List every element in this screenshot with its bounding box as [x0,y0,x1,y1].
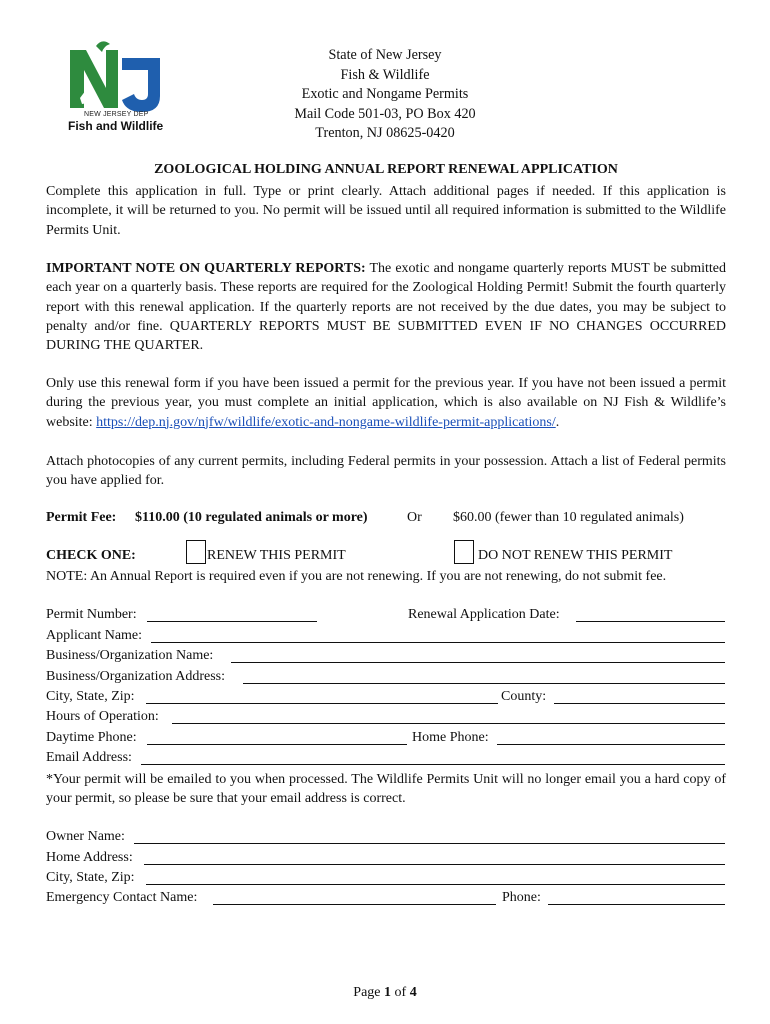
renewal-only-text: Only use this renewal form if you have been issued a permit for the previous year. If you have not been issued a permit during the previous year, you must complete an initial application, which is also available on NJ Fish & Wildlife’s website: [46,376,726,430]
quarterly-note [46,259,726,355]
county-field[interactable] [554,689,725,704]
renewal-date-field[interactable] [576,607,725,622]
permit-applications-link[interactable]: https://dep.nj.gov/njfw/wildlife/exotic-and-nongame-wildlife-permit-applications/ [96,414,556,430]
header-line: Exotic and Nongame Permits [301,86,469,103]
home-address-label: Home Address: [46,850,133,865]
nj-fish-wildlife-logo [66,38,166,134]
form-title: ZOOLOGICAL HOLDING ANNUAL REPORT RENEWAL APPLICATION [154,162,618,177]
hours-label: Hours of Operation: [46,709,159,724]
renewal-only-period: . [555,414,560,430]
logo-line2: Fish and Wildlife [68,119,164,133]
annual-report-note: NOTE: An Annual Report is required even if you are not renewing. If you are not renewing, do not submit fee. [46,569,667,584]
header-line: State of New Jersey [328,47,442,63]
hours-field[interactable] [172,709,725,724]
home-phone-label: Home Phone: [412,730,489,745]
emergency-phone-field[interactable] [548,890,725,905]
renewal-only-paragraph [46,374,726,432]
permit-fee-label: Permit Fee: [46,510,117,525]
county-label: County: [501,689,547,704]
attach-paragraph: Attach photocopies of any current permits, including Federal permits in your possession. Attach a list of Federal permits you have applied for. [46,454,726,489]
total-pages: 4 [409,985,417,1000]
city-state-zip-label: City, State, Zip: [46,689,135,704]
renew-checkbox[interactable] [186,540,206,564]
email-label: Email Address: [46,750,132,765]
current-page: 1 [384,985,392,1000]
page-of: of [391,985,410,1000]
emergency-phone-label: Phone: [502,890,541,905]
business-name-field[interactable] [231,648,725,663]
city-state-zip-field[interactable] [146,689,498,704]
owner-city-state-zip-label: City, State, Zip: [46,870,135,885]
applicant-name-label: Applicant Name: [46,628,143,643]
do-not-renew-label: DO NOT RENEW THIS PERMIT [478,548,673,563]
fee-option-60: $60.00 (fewer than 10 regulated animals) [453,510,684,525]
home-phone-field[interactable] [497,730,725,745]
owner-name-label: Owner Name: [46,829,125,844]
agency-header [250,46,520,144]
business-address-field[interactable] [243,669,725,684]
applicant-name-field[interactable] [151,628,725,643]
emergency-contact-field[interactable] [213,890,496,905]
home-address-field[interactable] [144,850,725,865]
header-line: Mail Code 501-03, PO Box 420 [294,105,476,122]
fee-or: Or [407,510,422,525]
quarterly-note-text: The exotic and nongame quarterly reports MUST be submitted each year on a quarterly basis. These reports are required for the Zoological Holding Permit! Submit the fourth quarterly report with this renewal application. If the quarterly reports are not received by the due dates, you may be subject to penalty and/or fine. QUARTERLY REPORTS MUST BE SUBMITTED EVEN IF NO CHANGES OCCURRED DURING THE QUARTER. [46,261,726,354]
owner-name-field[interactable] [134,829,725,844]
email-field[interactable] [141,750,725,765]
emergency-contact-label: Emergency Contact Name: [46,890,198,905]
header-line: Fish & Wildlife [340,66,430,83]
check-one-label: CHECK ONE: [46,548,136,563]
fee-option-110: $110.00 (10 regulated animals or more) [135,510,368,525]
renewal-date-label: Renewal Application Date: [408,607,560,622]
header-line: Trenton, NJ 08625-0420 [315,125,455,142]
page-number [0,985,770,1001]
daytime-phone-label: Daytime Phone: [46,730,137,745]
logo-line1: NEW JERSEY DEP [84,111,149,118]
renew-label: RENEW THIS PERMIT [207,548,346,563]
permit-number-field[interactable] [147,607,317,622]
page-prefix: Page [353,985,385,1000]
intro-paragraph: Complete this application in full. Type or print clearly. Attach additional pages if needed. If this application is incomplete, it will be returned to you. No permit will be issued until all required information is submitted to the Wildlife Permits Unit. [46,184,726,238]
quarterly-note-lead: IMPORTANT NOTE ON QUARTERLY REPORTS: [46,261,366,276]
daytime-phone-field[interactable] [147,730,407,745]
permit-number-label: Permit Number: [46,607,137,622]
email-note: *Your permit will be emailed to you when processed. The Wildlife Permits Unit will no longer email you a hard copy of your permit, so please be sure that your email address is correct. [46,772,726,807]
owner-city-state-zip-field[interactable] [146,870,725,885]
do-not-renew-checkbox[interactable] [454,540,474,564]
business-address-label: Business/Organization Address: [46,669,226,684]
business-name-label: Business/Organization Name: [46,648,214,663]
